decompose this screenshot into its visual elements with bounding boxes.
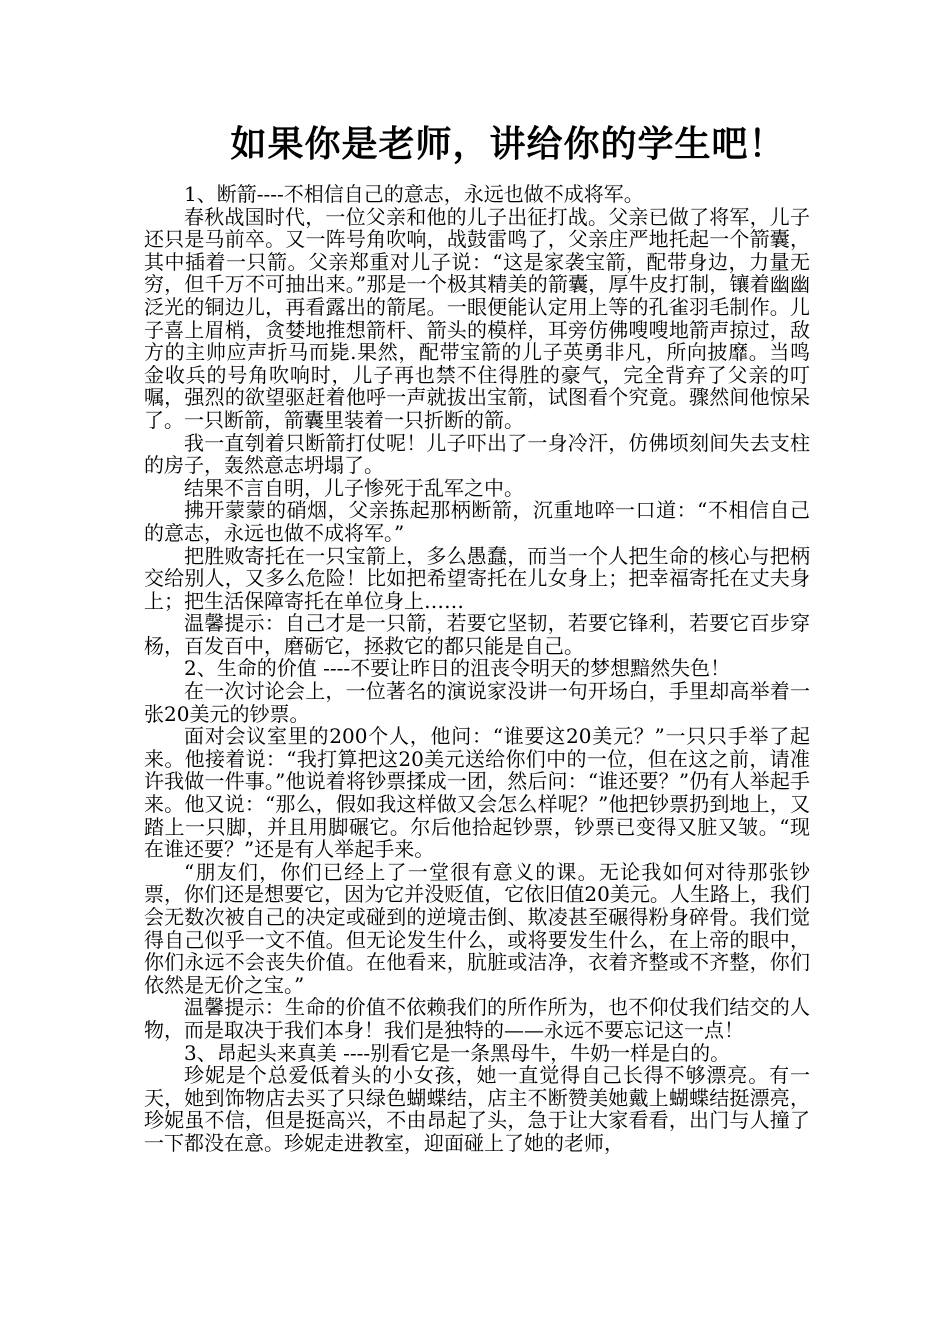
paragraph: 春秋战国时代，一位父亲和他的儿子出征打战。父亲已做了将军，儿子还只是马前卒。又一阵号角吹响，战鼓雷鸣了，父亲庄严地托起一个箭囊，其中插着一只箭。父亲郑重对儿子说：“这是家袭宝箭，配带身边，力量无穷，但千万不可抽出来。”那是一个极其精美的箭囊，厚牛皮打制，镶着幽幽泛光的铜边儿，再看露出的箭尾。一眼便能认定用上等的孔雀羽毛制作。儿子喜上眉梢，贪婪地推想箭杆、箭头的模样，耳旁仿佛嗖嗖地箭声掠过，敌方的主帅应声折马而毙.果然，配带宝箭的儿子英勇非凡，所向披靡。当鸣金收兵的号角吹响时，儿子再也禁不住得胜的豪气，完全背弃了父亲的叮嘱，强烈的欲望驱赶着他呼一声就拔出宝箭，试图看个究竟。骤然间他惊呆了。一只断箭，箭囊里装着一只折断的箭。 <box>144 204 810 432</box>
document-body <box>144 183 810 1155</box>
paragraph: 1、断箭----不相信自己的意志，永远也做不成将军。 <box>184 182 644 206</box>
paragraph: 3、昂起头来真美 ----别看它是一条黑母牛，牛奶一样是白的。 <box>184 1040 731 1065</box>
paragraph: 拂开蒙蒙的硝烟，父亲拣起那柄断箭，沉重地啐一口道：“不相信自己的意志，永远也做不成将军。” <box>144 498 810 545</box>
paragraph: 我一直刳着只断箭打仗呢！儿子吓出了一身冷汗，仿佛顷刻间失去支柱的房子，轰然意志坍塌了。 <box>144 430 810 478</box>
paragraph: 温馨提示：自己才是一只箭，若要它坚韧，若要它锋利，若要它百步穿杨，百发百中，磨砺它，拯救它的都只能是自己。 <box>144 611 810 658</box>
paragraph: 2、生命的价值 ----不要让昨日的沮丧令明天的梦想黯然失色！ <box>184 656 731 681</box>
paragraph: 结果不言自明，儿子惨死于乱军之中。 <box>184 475 524 500</box>
paragraph: 在一次讨论会上，一位著名的演说家没讲一句开场白，手里却高举着一张20美元的钞票。 <box>144 679 810 726</box>
paragraph: 温馨提示：生命的价值不依赖我们的所作所为，也不仰仗我们结交的人物，而是取决于我们本身！我们是独特的——永远不要忘记这一点！ <box>144 995 810 1042</box>
paragraph: 珍妮是个总爱低着头的小女孩，她一直觉得自己长得不够漂亮。有一天，她到饰物店去买了只绿色蝴蝶结，店主不断赞美她戴上蝴蝶结挺漂亮，珍妮虽不信，但是挺高兴，不由昂起了头，急于让大家看看，出门与人撞了一下都没在意。珍妮走进教室，迎面碰上了她的老师， <box>144 1063 810 1155</box>
paragraph: 面对会议室里的200个人，他问：“谁要这20美元？”一只只手举了起来。他接着说：“我打算把这20美元送给你们中的一位，但在这之前，请准许我做一件事。”他说着将钞票揉成一团，然后问：“谁还要？”仍有人举起手来。他又说：“那么，假如我这样做又会怎么样呢？”他把钞票扔到地上，又踏上一只脚，并且用脚碾它。尔后他拾起钞票，钞票已变得又脏又皱。“现在谁还要？”还是有人举起手来。 <box>144 724 810 862</box>
paragraph: 把胜败寄托在一只宝箭上，多么愚蠢，而当一个人把生命的核心与把柄交给别人，又多么危险！比如把希望寄托在儿女身上；把幸福寄托在丈夫身上；把生活保障寄托在单位身上…… <box>144 543 810 613</box>
paragraph: “朋友们，你们已经上了一堂很有意义的课。无论我如何对待那张钞票，你们还是想要它，因为它并没贬值，它依旧值20美元。人生路上，我们会无数次被自己的决定或碰到的逆境击倒、欺凌甚至碾得粉身碎骨。我们觉得自己似乎一文不值。但无论发生什么，或将要发生什么，在上帝的眼中，你们永远不会丧失价值。在他看来，肮脏或洁净，衣着齐整或不齐整，你们依然是无价之宝。” <box>144 859 810 997</box>
page-title: 如果你是老师，讲给你的学生吧！ <box>230 123 786 165</box>
